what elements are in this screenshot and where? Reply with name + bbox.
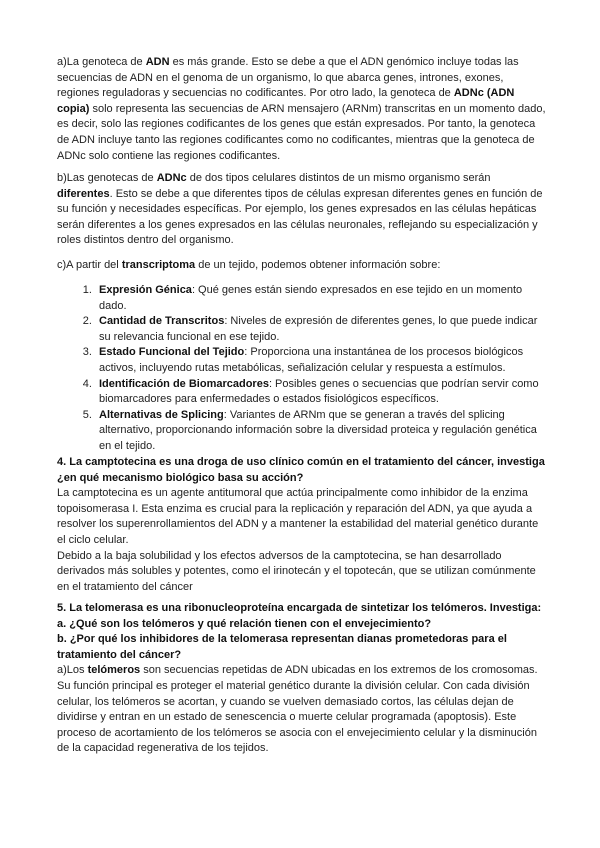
answer-c-intro [57,258,547,274]
question-5b: b. ¿Por qué los inhibidores de la telomerasa representan dianas prometedoras para el tratamiento del cáncer? [57,633,507,661]
bold-text: ADNc [156,172,187,184]
list-text: : Variantes de ARNm que se generan a través del splicing alternativo, proporcionando información sobre la diversidad proteica y regulación genética en el tejido. [99,408,537,452]
question-5a: a. ¿Qué son los telómeros y qué relación tienen con el envejecimiento? [57,617,432,630]
list-item [95,283,547,314]
list-term: Expresión Génica [99,284,192,296]
text: de dos tipos celulares distintos de un mismo organismo serán [186,172,491,184]
question-4 [57,455,547,595]
list-item [95,408,547,455]
list-item [95,314,547,345]
text: a) [57,56,67,68]
text: b)Las genotecas de [57,172,157,184]
bold-text: ADN [145,56,170,68]
transcriptome-list [57,283,547,455]
list-term: Identificación de Biomarcadores [99,377,269,390]
list-text: : Posibles genes o secuencias que podrían servir como biomarcadores para enfermedades o estados fisiológicos específicos. [99,377,539,406]
bold-text: diferentes [57,187,110,200]
list-term: Estado Funcional del Tejido [99,346,245,359]
question-4-answer-p1: La camptotecina es un agente antitumoral que actúa principalmente como inhibidor de la enzima topoisomerasa I. Esta enzima es crucial para la replicación y reparación del ADN, ya que ayuda a resolver los superenrollamientos del ADN y a mantener la estabilidad del material genético durante el ciclo celular. [57,487,539,546]
bold-text: transcriptoma [121,259,196,271]
text: es más grande. Esto se debe a que el ADN genómico incluye todas las secuencias de ADN en el genoma de un organismo, lo que abarca genes, intrones, exones, regiones reguladoras y secuencias no codificantes. Por otro lado, la genoteca de [57,56,519,100]
question-5-heading: 5. La telomerasa es una ribonucleoproteína encargada de sintetizar los telómeros. Investiga: [57,602,542,614]
answer-b-paragraph [57,171,547,249]
question-5 [57,601,547,757]
question-5-answer [57,663,547,757]
list-item [95,345,547,376]
list-term: Cantidad de Transcritos [99,315,225,328]
bold-text: ADNc (ADN copia) [57,87,515,115]
list-item [95,377,547,408]
text: de un tejido, podemos obtener información sobre: [195,259,441,271]
bold-text: telómeros [87,664,141,677]
question-4-answer-p2: Debido a la baja solubilidad y los efectos adversos de la camptotecina, se han desarrollado derivados más solubles y potentes, como el irinotecán y el topotecán, que se utilizan comúnmente en el tratamiento del cáncer [57,549,536,593]
text: a)Los [57,664,88,677]
text: . Esto se debe a que diferentes tipos de células expresan diferentes genes en función de su función y necesidades específicas. Por ejemplo, los genes expresados en las células hepáticas serán diferentes a los genes expresados en las células neuronales, reflejando su especialización y roles distintos dentro del organismo. [57,187,543,247]
answer-a-paragraph [57,55,547,164]
text: La genoteca de [66,56,146,68]
text: c)A partir del [57,259,122,271]
text: solo representa las secuencias de ARN mensajero (ARNm) transcritas en un momento dado, es decir, solo las regiones codificantes de los genes que están expresados. Por tanto, la genoteca de ADN incluye tanto las regiones codificantes como no codificantes, mientras que la genoteca de ADNc solo contiene las regiones codificantes. [57,102,546,162]
text: son secuencias repetidas de ADN ubicadas en los extremos de los cromosomas. Su función principal es proteger el material genético durante la división celular. Con cada división celular, los telómeros se acortan, y cuando se vuelven demasiado cortos, las células dejan de dividirse y entran en un estado de senescencia o muerte celular programada (apoptosis). Este proceso de acortamiento de los telómeros se asocia con el envejecimiento celular y la disminución de la capacidad regenerativa de los tejidos. [57,664,538,755]
list-text: : Qué genes están siendo expresados en ese tejido en un momento dado. [99,284,523,312]
list-text: : Proporciona una instantánea de los procesos biológicos activos, incluyendo rutas metabólicas, señalización celular y respuesta a estímulos. [99,346,524,374]
question-4-heading: 4. La camptotecina es una droga de uso clínico común en el tratamiento del cáncer, investiga ¿en qué mecanismo biológico basa su acción? [57,456,545,484]
list-text: : Niveles de expresión de diferentes genes, lo que puede indicar su relevancia funcional en ese tejido. [99,315,538,343]
list-term: Alternativas de Splicing [99,408,224,421]
